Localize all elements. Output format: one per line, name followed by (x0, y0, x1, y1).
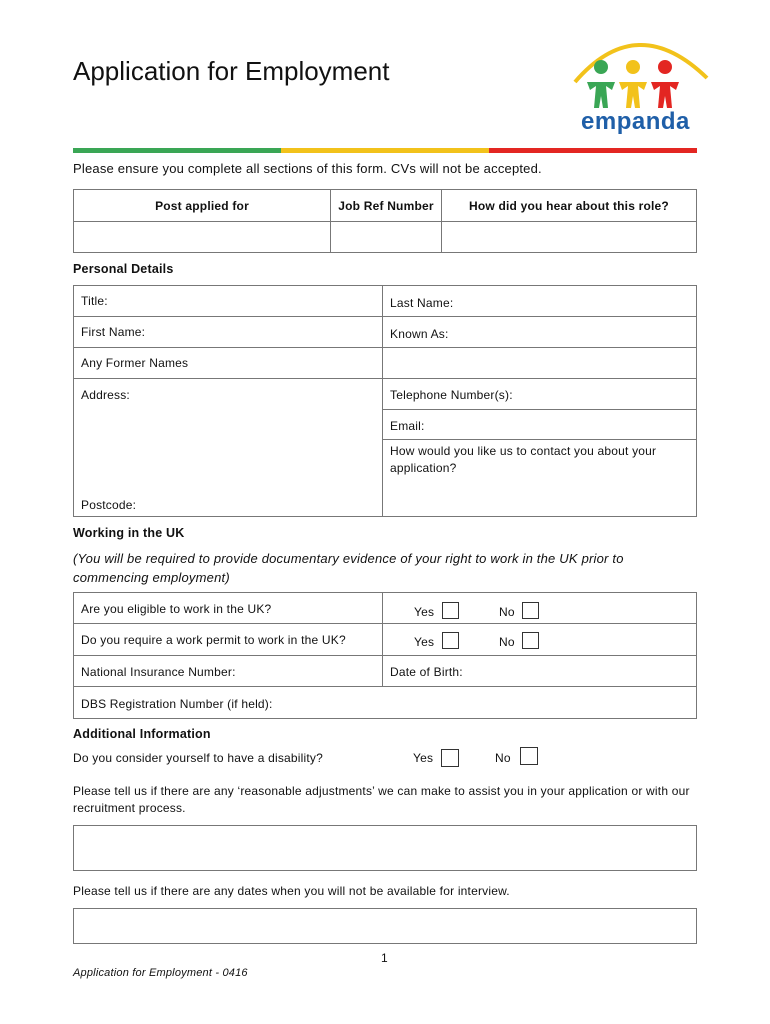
former-names-field[interactable] (73, 347, 383, 379)
dbs-label: DBS Registration Number (if held): (81, 697, 273, 711)
post-applied-header: Post applied for (74, 190, 331, 222)
dob-label: Date of Birth: (390, 665, 463, 679)
disability-yes-checkbox[interactable] (441, 749, 459, 767)
intro-note: Please ensure you complete all sections of this form. CVs will not be accepted. (73, 161, 542, 176)
permit-options (382, 623, 697, 656)
post-applied-field[interactable] (74, 222, 331, 253)
email-label: Email: (390, 419, 425, 433)
adjustments-textarea[interactable] (73, 825, 697, 871)
disability-yes-label: Yes (413, 751, 434, 765)
known-as-field[interactable] (382, 316, 697, 348)
dob-field[interactable] (382, 655, 697, 687)
hear-about-header: How did you hear about this role? (442, 190, 697, 222)
permit-no-label: No (499, 635, 515, 649)
address-field[interactable] (73, 378, 383, 517)
contact-pref-field[interactable] (382, 439, 697, 517)
email-field[interactable] (382, 409, 697, 440)
disability-no-label: No (495, 751, 511, 765)
disability-label: Do you consider yourself to have a disability? (73, 751, 323, 765)
permit-yes-checkbox[interactable] (442, 632, 459, 649)
eligible-yes-label: Yes (414, 605, 435, 619)
eligible-options (382, 592, 697, 624)
eligible-row (73, 592, 383, 624)
eligible-label: Are you eligible to work in the UK? (81, 602, 272, 616)
eligible-no-checkbox[interactable] (522, 602, 539, 619)
eligible-no-label: No (499, 605, 515, 619)
stripe-red (489, 148, 697, 153)
empanda-logo (567, 20, 717, 138)
known-as-label: Known As: (390, 327, 449, 341)
dates-prompt: Please tell us if there are any dates when you will not be available for interview. (73, 884, 510, 898)
logo-text: empanda (581, 108, 690, 135)
telephone-label: Telephone Number(s): (390, 388, 513, 402)
page-number: 1 (381, 951, 388, 965)
personal-details-heading: Personal Details (73, 262, 174, 276)
working-uk-heading: Working in the UK (73, 526, 185, 540)
permit-label: Do you require a work permit to work in the UK? (81, 633, 346, 647)
hear-about-field[interactable] (442, 222, 697, 253)
title-field[interactable] (73, 285, 383, 317)
eligible-yes-checkbox[interactable] (442, 602, 459, 619)
additional-info-heading: Additional Information (73, 727, 211, 741)
dbs-field[interactable] (73, 686, 697, 719)
former-names-label: Any Former Names (81, 356, 189, 370)
stripe-green (73, 148, 281, 153)
first-name-field[interactable] (73, 316, 383, 348)
footer-doc-ref: Application for Employment - 0416 (73, 967, 248, 979)
contact-pref-label: How would you like us to contact you about your application? (390, 444, 657, 475)
dates-textarea[interactable] (73, 908, 697, 944)
telephone-field[interactable] (382, 378, 697, 410)
job-ref-field[interactable] (331, 222, 442, 253)
ni-number-field[interactable] (73, 655, 383, 687)
working-uk-note: (You will be required to provide documentary evidence of your right to work in the UK prior to commencing employment) (73, 551, 624, 585)
title-label: Title: (81, 294, 108, 308)
post-table (73, 189, 697, 253)
last-name-label: Last Name: (390, 296, 454, 310)
job-ref-header: Job Ref Number (331, 190, 442, 222)
first-name-label: First Name: (81, 325, 146, 339)
address-label: Address: (81, 388, 130, 402)
postcode-label: Postcode: (81, 498, 137, 512)
permit-no-checkbox[interactable] (522, 632, 539, 649)
former-names-right-field[interactable] (382, 347, 697, 379)
permit-yes-label: Yes (414, 635, 435, 649)
stripe-yellow (281, 148, 489, 153)
ni-number-label: National Insurance Number: (81, 665, 236, 679)
page-title: Application for Employment (73, 56, 390, 86)
adjustments-prompt: Please tell us if there are any ‘reasonable adjustments’ we can make to assist you in your application or with our recruitment process. (73, 784, 690, 815)
disability-no-checkbox[interactable] (520, 747, 538, 765)
permit-row (73, 623, 383, 656)
last-name-field[interactable] (382, 285, 697, 317)
